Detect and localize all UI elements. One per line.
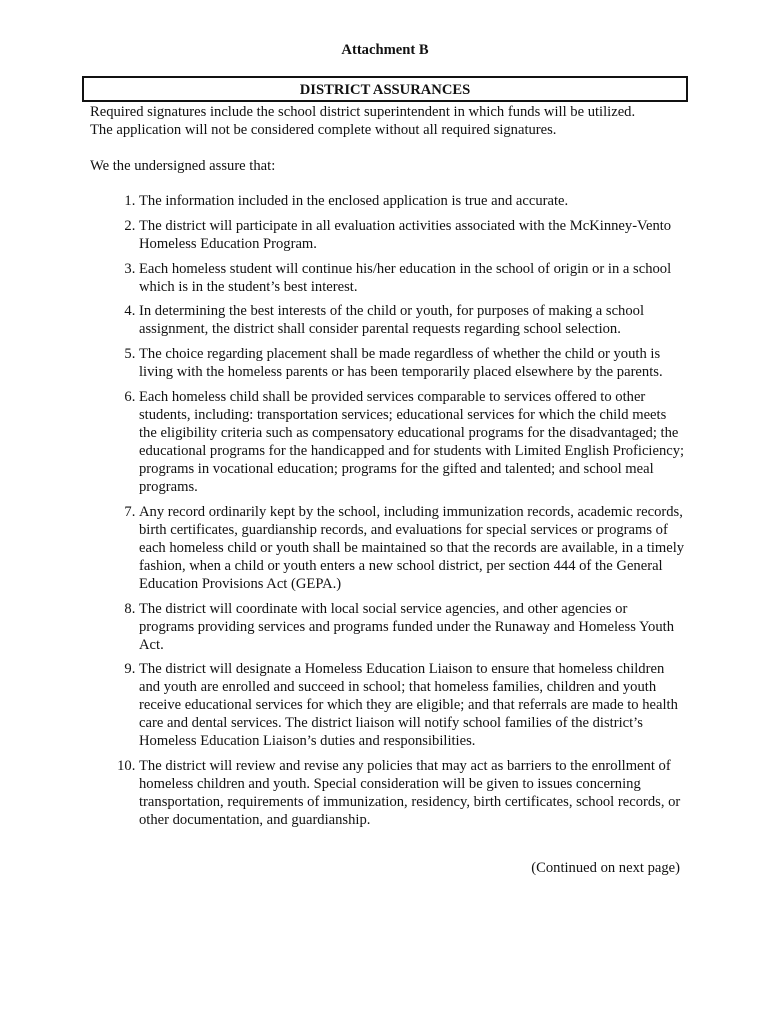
intro-paragraph: [90, 103, 690, 139]
list-item: [105, 600, 685, 654]
section-title: DISTRICT ASSURANCES: [82, 76, 688, 102]
item-text: The district will designate a Homeless Education Liaison to ensure that homeless children and youth are enrolled and succeed in school; that homeless families, children and youth receive educational services for which they are eligible; and that referrals are made to health care and dental services. The district liaison will notify school families of the district’s Homeless Education Liaison’s duties and responsibilities.: [139, 661, 678, 750]
item-number: 8.: [124, 600, 136, 617]
item-text: The information included in the enclosed application is true and accurate.: [139, 193, 569, 209]
intro-line-2: The application will not be considered complete without all required signatures.: [90, 122, 557, 138]
item-number: 9.: [124, 661, 136, 678]
item-number: 4.: [124, 303, 136, 320]
list-item: [105, 192, 685, 210]
assurances-list: [105, 192, 685, 836]
list-item: [105, 260, 685, 296]
item-text: Any record ordinarily kept by the school, including immunization records, academic records, birth certificates, guardianship records, and evaluations for special services or programs of each homeless child or youth shall be maintained so that the records are available, in a timely fashion, when a child or youth enters a new school district, per section 444 of the General Education Provisions Act (GEPA.): [139, 503, 685, 592]
undersigned-statement: We the undersigned assure that:: [90, 158, 276, 174]
item-number: 10.: [117, 758, 136, 775]
item-text: The district will participate in all evaluation activities associated with the McKinney-Vento Homeless Education Program.: [139, 217, 672, 252]
item-number: 3.: [124, 260, 136, 277]
list-item: [105, 757, 685, 829]
item-number: 5.: [124, 346, 136, 363]
list-item: [105, 345, 685, 381]
item-text: The choice regarding placement shall be made regardless of whether the child or youth is living with the homeless parents or has been temporarily placed elsewhere by the parents.: [139, 346, 663, 381]
continued-note: (Continued on next page): [531, 860, 680, 876]
list-item: [105, 217, 685, 253]
item-text: Each homeless student will continue his/her education in the school of origin or in a school which is in the student’s best interest.: [139, 260, 672, 295]
list-item: [105, 388, 685, 496]
item-number: 7.: [124, 503, 136, 520]
item-text: The district will coordinate with local social service agencies, and other agencies or programs providing services and programs funded under the Runaway and Homeless Youth Act.: [139, 600, 675, 653]
item-text: The district will review and revise any policies that may act as barriers to the enrollment of homeless children and youth. Special consideration will be given to issues concerning transportation, requirements of immunization, residency, birth certificates, school records, or other documentation, and guardianship.: [139, 758, 681, 829]
item-number: 1.: [124, 193, 136, 209]
item-number: 2.: [124, 217, 136, 234]
list-item: [105, 660, 685, 750]
item-text: In determining the best interests of the child or youth, for purposes of making a school assignment, the district shall consider parental requests regarding school selection.: [139, 303, 644, 338]
page-title: Attachment B: [341, 42, 429, 58]
list-item: [105, 503, 685, 593]
list-item: [105, 302, 685, 338]
item-text: Each homeless child shall be provided services comparable to services offered to other students, including: transportation services; educational services for which the child meets the eligibility criteria such as compensatory educational programs for the disadvantaged; the educational programs for the handicapped and for students with Limited English Proficiency; programs in vocational education; programs for the gifted and talented; and school meal programs.: [139, 388, 685, 495]
intro-line-1: Required signatures include the school district superintendent in which funds will be utilized.: [90, 104, 636, 120]
item-number: 6.: [124, 388, 136, 405]
